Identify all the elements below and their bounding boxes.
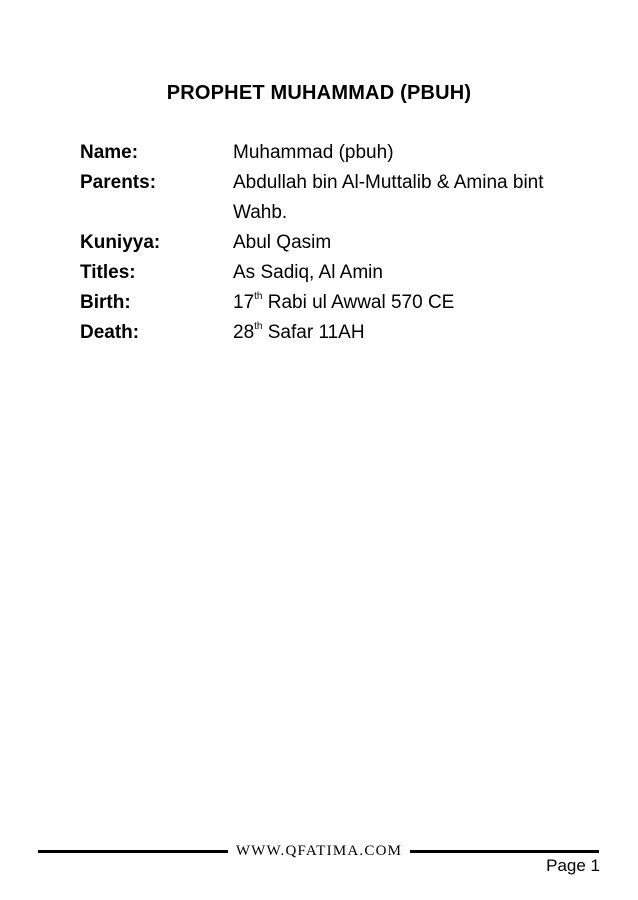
page-number: Page 1 [546,856,600,875]
info-row-birth [80,288,580,318]
parents-value: Abdullah bin Al-Muttalib & Amina bint Wahb. [233,172,544,223]
info-row-death [80,318,580,348]
titles-label: Titles: [80,262,136,283]
page-title: PROPHET MUHAMMAD (PBUH) [166,82,472,104]
footer-rule-left [38,850,228,853]
death-value [233,318,580,348]
death-day: 28 [233,322,255,343]
birth-day: 17 [233,292,255,313]
death-date-rest: Safar 11AH [262,322,365,343]
kuniyya-value: Abul Qasim [233,232,332,253]
birth-label: Birth: [80,292,131,313]
birth-ordinal: th [254,291,263,302]
death-label: Death: [80,322,140,343]
kuniyya-label: Kuniyya: [80,232,161,253]
footer-rule-right [410,850,599,853]
info-row-titles [80,258,580,288]
birth-date-rest: Rabi ul Awwal 570 CE [262,292,455,313]
death-ordinal: th [254,321,263,332]
info-row-parents [80,168,580,228]
info-list [80,138,580,348]
info-row-kuniyya [80,228,580,258]
titles-value: As Sadiq, Al Amin [233,262,383,283]
name-label: Name: [80,142,139,163]
footer-website: WWW.QFATIMA.COM [235,843,403,859]
name-value: Muhammad (pbuh) [233,142,394,163]
parents-label: Parents: [80,172,157,193]
info-row-name [80,138,580,168]
birth-value [233,288,580,318]
